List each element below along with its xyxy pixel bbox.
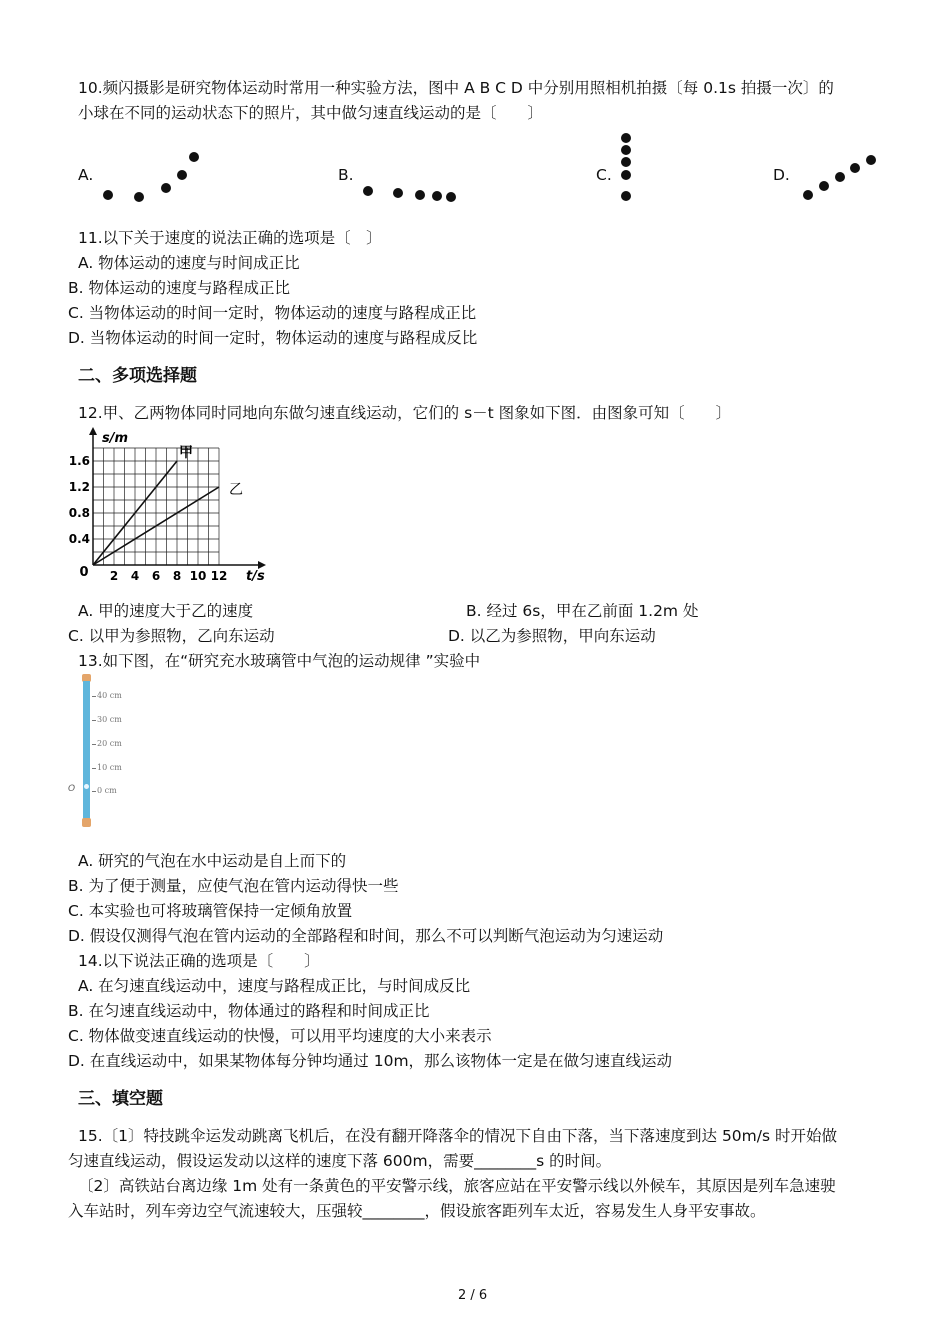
scale-mark-0 xyxy=(92,791,96,792)
q11-option-d[interactable]: D. 当物体运动的时间一定时，物体运动的速度与路程成反比 xyxy=(68,329,478,347)
ball-dot xyxy=(177,170,187,180)
page-number: 2 / 6 xyxy=(458,1288,488,1303)
q10-option-a[interactable]: A. xyxy=(78,166,94,184)
ball-dot xyxy=(621,133,631,143)
scale-label-40: 40 cm xyxy=(97,691,122,700)
graph-grid xyxy=(93,448,219,565)
bubble xyxy=(84,784,89,789)
q12-option-d[interactable]: D. 以乙为参照物，甲向东运动 xyxy=(448,627,656,645)
q13-option-d[interactable]: D. 假设仅测得气泡在管内运动的全部路程和时间，那么不可以判断气泡运动为匀速运动 xyxy=(68,927,664,945)
scale-mark-20 xyxy=(92,744,96,745)
ball-dot xyxy=(103,190,113,200)
q14-option-a[interactable]: A. 在匀速直线运动中，速度与路程成正比，与时间成反比 xyxy=(78,977,471,995)
q10-stem-line2: 小球在不同的运动状态下的照片，其中做匀速直线运动的是〔 〕 xyxy=(78,104,544,122)
x-tick-label: 12 xyxy=(210,569,228,583)
section-heading-fill-blank: 三、填空题 xyxy=(78,1089,163,1109)
y-tick-label: 0.8 xyxy=(68,506,90,520)
q11-stem: 11.以下关于速度的说法正确的选项是〔 〕 xyxy=(78,229,382,247)
ball-dot xyxy=(621,170,631,180)
y-tick-label: 1.2 xyxy=(68,480,90,494)
q15-part2-line1: 〔2〕高铁站台离边缘 1m 处有一条黄色的平安警示线，旅客应站在平安警示线以外候车，其原因是列车急速驶 xyxy=(78,1177,836,1195)
x-axis-label: t/s xyxy=(246,569,265,584)
ball-dot xyxy=(621,191,631,201)
ball-dot xyxy=(189,152,199,162)
x-tick-label: 2 xyxy=(109,569,119,583)
q10-stem-line1: 10.频闪摄影是研究物体运动时常用一种实验方法，图中 A B C D 中分别用照相机拍摄〔每 0.1s 拍摄一次〕的 xyxy=(78,79,834,97)
q11-option-b[interactable]: B. 物体运动的速度与路程成正比 xyxy=(68,279,290,297)
ball-dot xyxy=(819,181,829,191)
scale-label-10: 10 cm xyxy=(97,763,122,772)
y-axis-label: s/m xyxy=(102,431,129,446)
ball-dot xyxy=(621,145,631,155)
q13-option-b[interactable]: B. 为了便于测量，应使气泡在管内运动得快一些 xyxy=(68,877,399,895)
q14-option-b[interactable]: B. 在匀速直线运动中，物体通过的路程和时间成正比 xyxy=(68,1002,430,1020)
ball-dot xyxy=(161,183,171,193)
tube-body xyxy=(83,681,90,819)
ball-dot xyxy=(415,190,425,200)
tube-bottom-cap xyxy=(82,818,91,827)
ball-dot xyxy=(363,186,373,196)
scale-mark-30 xyxy=(92,720,96,721)
q15-part2-line2: 入车站时，列车旁边空气流速较大，压强较________，假设旅客距列车太近，容易发生人身平安事故。 xyxy=(68,1202,766,1220)
y-tick-label: 0.4 xyxy=(68,532,90,546)
series-label-jia: 甲 xyxy=(179,445,193,461)
q10-option-c[interactable]: C. xyxy=(596,166,612,184)
section-heading-multiple-choice: 二、多项选择题 xyxy=(78,366,197,386)
q10-option-b[interactable]: B. xyxy=(338,166,354,184)
q12-option-c[interactable]: C. 以甲为参照物，乙向东运动 xyxy=(68,627,275,645)
q14-stem: 14.以下说法正确的选项是〔 〕 xyxy=(78,952,320,970)
ball-dot xyxy=(621,157,631,167)
scale-label-30: 30 cm xyxy=(97,715,122,724)
x-tick-label: 8 xyxy=(172,569,182,583)
ball-dot xyxy=(866,155,876,165)
q10-option-d[interactable]: D. xyxy=(773,166,790,184)
q13-stem: 13.如下图，在“研究充水玻璃管中气泡的运动规律 ”实验中 xyxy=(78,652,481,670)
q12-stem: 12.甲、乙两物体同时同地向东做匀速直线运动，它们的 s－t 图象如下图．由图象可知〔 〕 xyxy=(78,404,732,422)
ball-dot xyxy=(134,192,144,202)
ball-dot xyxy=(850,163,860,173)
q13-option-a[interactable]: A. 研究的气泡在水中运动是自上而下的 xyxy=(78,852,347,870)
q13-option-c[interactable]: C. 本实验也可将玻璃管保持一定倾角放置 xyxy=(68,902,353,920)
x-tick-label: 10 xyxy=(189,569,207,583)
ball-dot xyxy=(432,191,442,201)
q12-option-a[interactable]: A. 甲的速度大于乙的速度 xyxy=(78,602,254,620)
q15-part1-line1: 15.〔1〕特技跳伞运发动跳离飞机后，在没有翻开降落伞的情况下自由下落，当下落速度到达 50m/s 时开始做 xyxy=(78,1127,837,1145)
ball-dot xyxy=(803,190,813,200)
x-tick-label: 6 xyxy=(151,569,161,583)
series-label-yi: 乙 xyxy=(229,482,243,498)
scale-label-20: 20 cm xyxy=(97,739,122,748)
y-tick-labels xyxy=(69,454,90,546)
q11-option-a[interactable]: A. 物体运动的速度与时间成正比 xyxy=(78,254,300,272)
scale-mark-40 xyxy=(92,696,96,697)
ball-dot xyxy=(446,192,456,202)
q12-option-b[interactable]: B. 经过 6s，甲在乙前面 1.2m 处 xyxy=(466,602,699,620)
x-tick-labels xyxy=(110,569,228,583)
q14-option-c[interactable]: C. 物体做变速直线运动的快慢，可以用平均速度的大小来表示 xyxy=(68,1027,492,1045)
y-tick-label: 1.6 xyxy=(68,454,90,468)
q11-option-c[interactable]: C. 当物体运动的时间一定时，物体运动的速度与路程成正比 xyxy=(68,304,477,322)
tube-origin-label: O xyxy=(68,784,76,794)
ball-dot xyxy=(835,172,845,182)
origin-label: 0 xyxy=(79,565,89,580)
ball-dot xyxy=(393,188,403,198)
s-t-graph xyxy=(62,425,277,587)
x-tick-label: 4 xyxy=(130,569,140,583)
q14-option-d[interactable]: D. 在直线运动中，如果某物体每分钟均通过 10m，那么该物体一定是在做匀速直线运动 xyxy=(68,1052,673,1070)
scale-label-0: 0 cm xyxy=(97,786,117,795)
q15-part1-line2: 匀速直线运动，假设运发动以这样的速度下落 600m，需要________s 的时间。 xyxy=(68,1152,612,1170)
scale-mark-10 xyxy=(92,768,96,769)
glass-tube-figure xyxy=(62,672,142,830)
